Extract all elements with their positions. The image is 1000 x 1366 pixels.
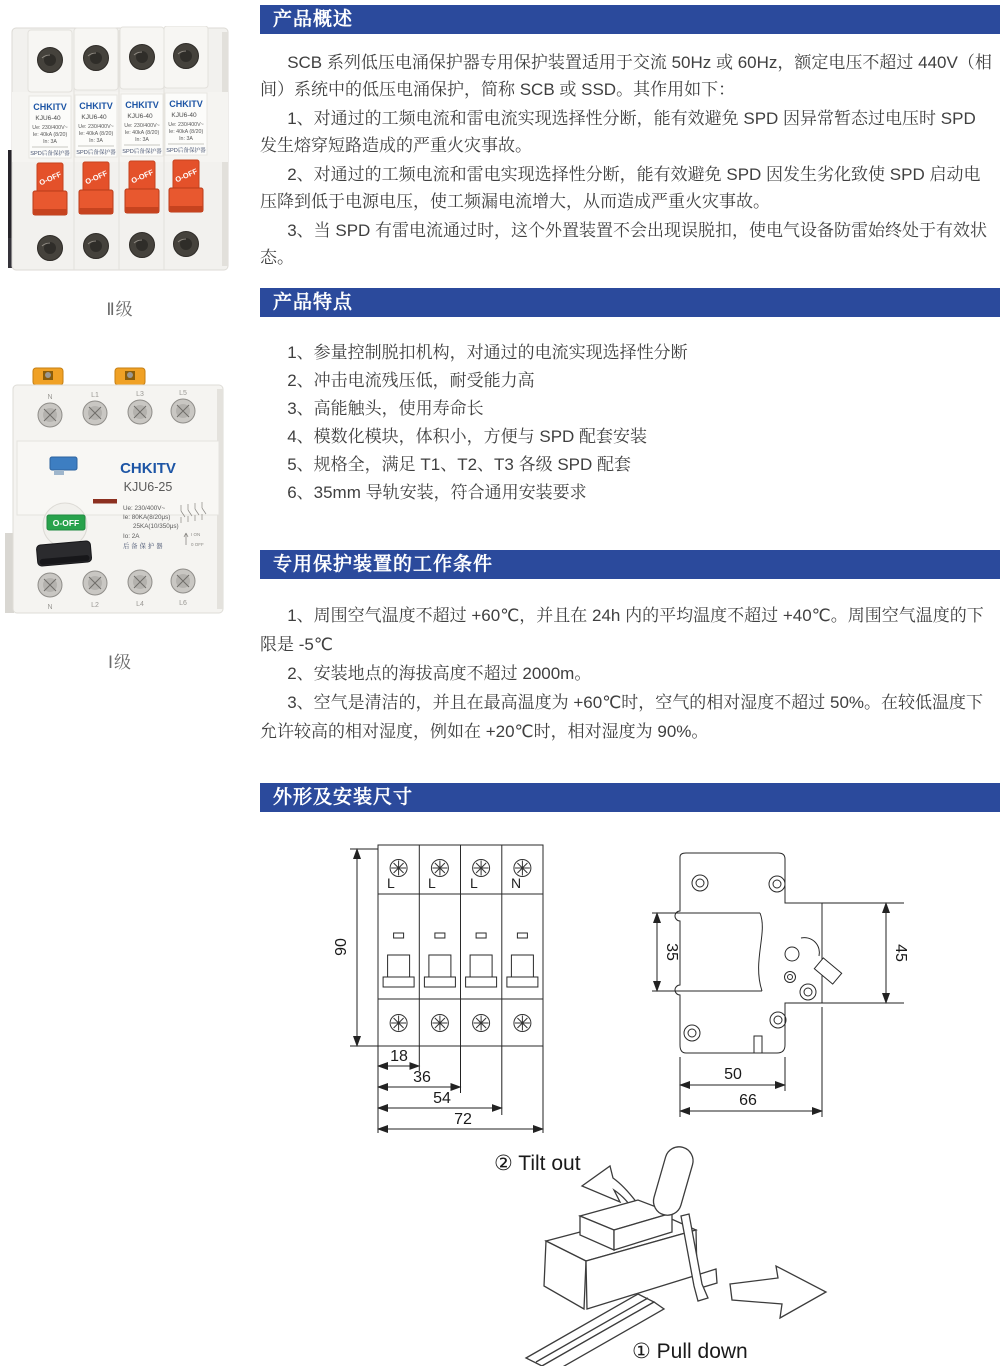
spec-line: 25KA(10/350μs) bbox=[133, 523, 179, 530]
test-button[interactable] bbox=[50, 457, 77, 470]
install-diagram bbox=[430, 1128, 850, 1366]
overview-paragraphs bbox=[260, 49, 997, 273]
handle-off-label: O-OFF bbox=[173, 166, 199, 185]
brand-logo: CHKITV bbox=[169, 99, 203, 109]
terminal-label: N bbox=[47, 604, 53, 611]
overview-item: 1、对通过的工频电流和雷电流实现选择性分断，能有效避免 SPD 因异常暂态过电压时 SPD 发生熔穿短路造成的严重火灾事故。 bbox=[260, 109, 976, 155]
section-header-conditions: 专用保护装置的工作条件 bbox=[260, 550, 1000, 579]
indicator-slot bbox=[93, 499, 117, 504]
condition-item: 1、周围空气温度不超过 +60℃，并且在 24h 内的平均温度不超过 +40℃。周围空气温度的下限是 -5℃ bbox=[260, 606, 984, 654]
brand-logo: CHKITV bbox=[120, 460, 176, 477]
spec-line: Ie: 40kA (8/20) bbox=[124, 130, 160, 136]
type-label: SPD后备保护器 bbox=[122, 149, 162, 155]
type-label: SPD后备保护器 bbox=[76, 150, 116, 156]
pole-label: L bbox=[470, 875, 478, 891]
dim-45-label: 45 bbox=[892, 944, 909, 962]
spec-line: In: 3A bbox=[135, 137, 149, 143]
handle-off-label: O-OFF bbox=[129, 167, 155, 186]
handle-off-label: O-OFF bbox=[37, 169, 63, 188]
feature-item: 3、高能触头，使用寿命长 bbox=[287, 399, 484, 418]
dim-36-label: 36 bbox=[413, 1069, 431, 1086]
spec-line: In: 3A bbox=[43, 139, 57, 145]
feature-item: 4、模数化模块，体积小，方便与 SPD 配套安装 bbox=[287, 427, 648, 446]
side-outline bbox=[675, 853, 842, 1053]
spec-line: In: 3A bbox=[89, 138, 103, 144]
pull-down-label: ① Pull down bbox=[632, 1340, 748, 1363]
model-text: KJU6-40 bbox=[81, 114, 107, 121]
section-header-dimensions: 外形及安装尺寸 bbox=[260, 783, 1000, 812]
spec-line: Ue: 230/400V~ bbox=[78, 124, 114, 130]
screwdriver-handle bbox=[650, 1144, 696, 1219]
section-header-features: 产品特点 bbox=[260, 288, 1000, 317]
dim-18-label: 18 bbox=[390, 1048, 408, 1065]
tilt-out-label: ② Tilt out bbox=[494, 1152, 581, 1175]
spec-line: Ue: 230/400V~ bbox=[123, 505, 166, 512]
spec-line: Ue: 230/400V~ bbox=[168, 122, 204, 128]
terminal-label: N bbox=[47, 394, 53, 401]
conditions-list bbox=[260, 601, 997, 746]
spec-line: Ie: 80KA(8/20μs) bbox=[123, 514, 171, 521]
side-view-drawing bbox=[640, 841, 930, 1135]
test-button-notch bbox=[54, 470, 64, 475]
feature-item: 2、冲击电流残压低，耐受能力高 bbox=[287, 371, 535, 390]
spec-line: Ie: 40kA (8/20) bbox=[168, 129, 204, 135]
terminal-label: L6 bbox=[179, 600, 187, 607]
dim-54-label: 54 bbox=[433, 1090, 451, 1107]
type-label: SPD后备保护器 bbox=[30, 151, 70, 157]
top-terminals bbox=[28, 26, 208, 92]
pole-label: N bbox=[511, 875, 522, 891]
spec-line: Ue: 230/400V~ bbox=[32, 125, 68, 131]
type-label: 后备保护器 bbox=[123, 543, 165, 550]
mount-clips bbox=[33, 368, 145, 385]
features-list bbox=[260, 339, 997, 507]
install-sketch bbox=[526, 1144, 826, 1366]
dim-height bbox=[350, 849, 378, 1046]
overview-intro: SCB 系列低压电涌保护器专用保护装置适用于交流 50Hz 或 60Hz，额定电压不超过 440V（相间）系统中的低压电涌保护，简称 SCB 或 SSD。其作用如下： bbox=[260, 53, 992, 99]
pole-label: L bbox=[387, 875, 395, 891]
feature-item: 1、参量控制脱扣机构，对通过的电流实现选择性分断 bbox=[287, 343, 688, 362]
terminal-label: L1 bbox=[91, 392, 99, 399]
brand-logo: CHKITV bbox=[125, 100, 159, 110]
terminal-label: L4 bbox=[136, 601, 144, 608]
breaker-kju6-25-image bbox=[5, 363, 235, 631]
terminal-label: L5 bbox=[179, 390, 187, 397]
spec-line: Ie: 40kA (8/20) bbox=[32, 132, 68, 138]
terminal-label: L2 bbox=[91, 602, 99, 609]
type-label: SPD后备保护器 bbox=[166, 148, 206, 154]
pull-arrow bbox=[730, 1266, 826, 1318]
brand-logo: CHKITV bbox=[33, 102, 67, 112]
dim-66-label: 66 bbox=[739, 1092, 757, 1109]
breaker-kju6-40-image bbox=[8, 26, 232, 278]
model-text: KJU6-40 bbox=[35, 115, 61, 122]
condition-item: 2、安装地点的海拔高度不超过 2000m。 bbox=[287, 664, 592, 683]
dim-90-label: 90 bbox=[333, 938, 350, 956]
section-header-overview: 产品概述 bbox=[260, 5, 1000, 34]
dim-72-label: 72 bbox=[454, 1111, 472, 1128]
spec-line: In: 3A bbox=[179, 136, 193, 142]
class2-caption: Ⅱ级 bbox=[106, 300, 134, 319]
on-mark: I ON bbox=[191, 532, 201, 537]
product-photo-class1 bbox=[5, 363, 235, 673]
pole-label: L bbox=[428, 875, 436, 891]
dim-width-labels bbox=[390, 1048, 472, 1128]
dim-50-label: 50 bbox=[724, 1066, 742, 1083]
spec-line: Ue: 230/400V~ bbox=[124, 123, 160, 129]
off-mark: 0 OFF bbox=[191, 542, 204, 547]
handle-off-label: O-OFF bbox=[52, 518, 80, 528]
brand-logo: CHKITV bbox=[79, 101, 113, 111]
model-text: KJU6-40 bbox=[127, 113, 153, 120]
overview-item: 3、当 SPD 有雷电流通过时，这个外置装置不会出现误脱扣，使电气设备防雷始终处于有效状态。 bbox=[260, 221, 988, 267]
overview-item: 2、对通过的工频电流和雷电实现选择性分断，能有效避免 SPD 因发生劣化致使 SPD 启动电压降到低于电源电压，使工频漏电流增大，从而造成严重火灾事故。 bbox=[260, 165, 981, 211]
front-band bbox=[17, 441, 219, 515]
condition-item: 3、空气是清洁的，并且在最高温度为 +60℃时，空气的相对湿度不超过 50%。在较低温度下允许较高的相对湿度，例如在 +20℃时，相对湿度为 90%。 bbox=[260, 693, 984, 741]
spec-line: Ie: 40kA (8/20) bbox=[78, 131, 114, 137]
product-photo-class2 bbox=[8, 26, 232, 320]
front-view-drawing bbox=[330, 841, 620, 1135]
feature-item: 5、规格全，满足 T1、T2、T3 各级 SPD 配套 bbox=[287, 455, 632, 474]
dim-35-label: 35 bbox=[663, 943, 680, 961]
spec-line: Io: 2A bbox=[123, 533, 140, 540]
class1-caption: Ⅰ级 bbox=[107, 653, 132, 672]
model-text: KJU6-40 bbox=[171, 112, 197, 119]
terminal-label: L3 bbox=[136, 391, 144, 398]
feature-item: 6、35mm 导轨安装，符合通用安装要求 bbox=[287, 483, 587, 502]
model-text: KJU6-25 bbox=[123, 480, 173, 494]
handle-off-label: O-OFF bbox=[83, 168, 109, 187]
